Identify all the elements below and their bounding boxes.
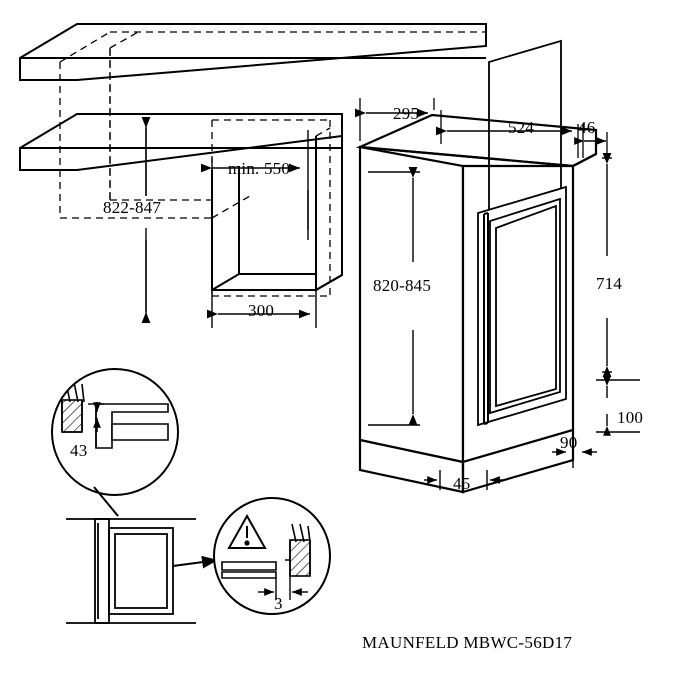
dim-label-820-845: 820-845 — [373, 276, 432, 295]
dim-label-90: 90 — [560, 433, 578, 452]
dim-label-295: 295 — [393, 104, 420, 123]
dim-714 — [602, 158, 612, 372]
dim-label-524: 524 — [508, 118, 535, 137]
dim-label-300: 300 — [248, 301, 275, 320]
dim-label-100: 100 — [617, 408, 644, 427]
leader-line-warning — [173, 560, 218, 566]
detail-bubble-warning — [214, 498, 330, 614]
dim-label-46: 46 — [578, 118, 596, 137]
dim-label-822-847: 822-847 — [103, 198, 162, 217]
section-view-bottom-left — [66, 519, 196, 623]
dim-label-43: 43 — [70, 441, 88, 460]
dim-label-min-550: min. 550 — [228, 159, 291, 178]
dim-label-714: 714 — [596, 274, 623, 293]
dim-label-3: 3 — [274, 594, 283, 613]
model-label: MAUNFELD MBWC-56D17 — [362, 633, 573, 652]
appliance-door-panel — [478, 187, 566, 425]
dim-label-45: 45 — [453, 474, 471, 493]
